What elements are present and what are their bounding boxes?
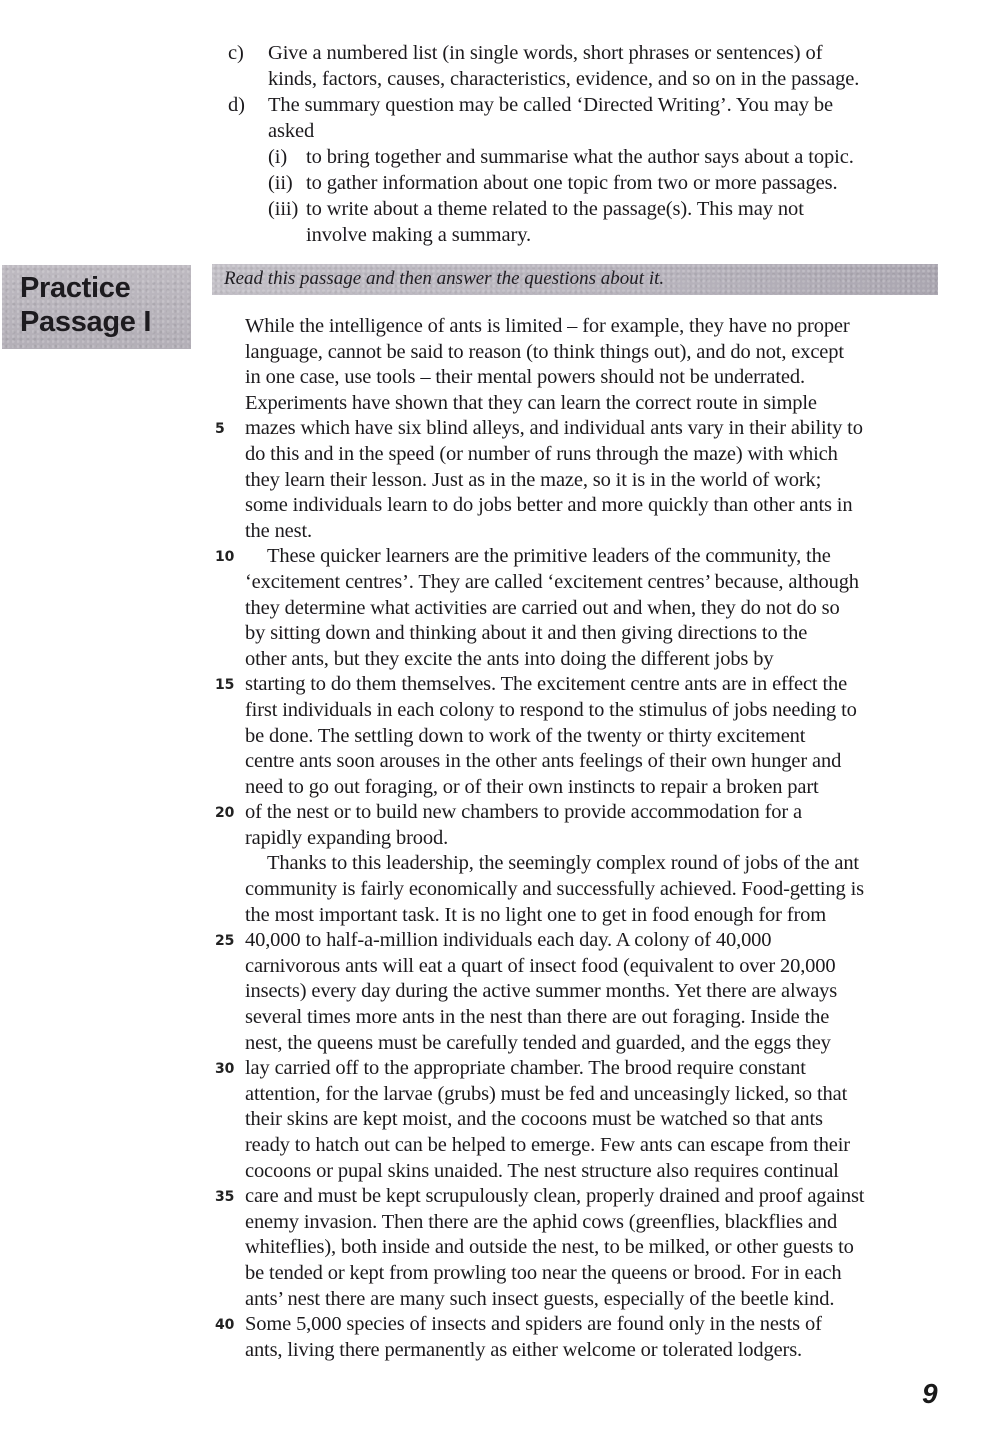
passage-line-text: first individuals in each colony to respond to the stimulus of jobs needing to: [245, 698, 857, 721]
instruction-line: kinds, factors, causes, characteristics, evidence, and so on in the passage.: [268, 68, 860, 90]
passage-line-text: language, cannot be said to reason (to think things out), and do not, except: [245, 340, 844, 363]
instruction-line: The summary question may be called ‘Directed Writing’. You may be: [268, 94, 834, 116]
passage-line-text: centre ants soon arouses in the other ants feelings of their own hunger and: [245, 750, 842, 773]
list-marker: d): [228, 94, 245, 116]
practice-label-line-2: Passage I: [20, 306, 152, 338]
line-number: 40: [215, 1317, 235, 1334]
passage-line: [245, 314, 950, 340]
passage-line-text: ready to hatch out can be helped to emerge. Few ants can escape from their: [245, 1134, 850, 1156]
passage-line: [215, 800, 950, 826]
passage-line: [245, 1082, 950, 1108]
passage-line-text: they determine what activities are carried out and when, they do not do so: [245, 596, 840, 619]
passage-line-text: the most important task. It is no light one to get in food enough for from: [245, 903, 827, 926]
passage-line: [245, 1031, 950, 1057]
sub-item-ii: [268, 170, 948, 196]
line-number: 30: [215, 1061, 235, 1078]
passage-line-text: ants’ nest there are many such insect guests, especially of the beetle kind.: [245, 1287, 835, 1310]
line-number: 25: [215, 933, 235, 950]
passage-line: [245, 1210, 950, 1236]
instruction-banner: [212, 264, 938, 295]
passage-line-text: do this and in the speed (or number of runs through the maze) with which: [245, 442, 838, 465]
passage-line: [245, 493, 950, 519]
instruction-list: [228, 40, 948, 248]
passage-line-text: Some 5,000 species of insects and spiders are found only in the nests of: [245, 1313, 822, 1336]
passage-line-text: in one case, use tools – their mental powers should not be underrated.: [245, 366, 805, 389]
sub-list: [268, 144, 948, 248]
passage-line-text: starting to do them themselves. The excitement centre ants are in effect the: [245, 673, 848, 696]
sub-item-line: to gather information about one topic from two or more passages.: [306, 172, 838, 194]
passage-line: [245, 468, 950, 494]
passage-line-text: ants, living there permanently as either welcome or tolerated lodgers.: [245, 1338, 803, 1361]
passage-line: [215, 1312, 950, 1338]
passage-line-text: Experiments have shown that they can learn the correct route in simple: [245, 391, 817, 414]
passage-line: [245, 442, 950, 468]
passage-line: [215, 672, 950, 698]
passage-line-text: the nest.: [245, 519, 312, 542]
passage-line: [245, 698, 950, 724]
instruction-item-c: [228, 40, 948, 92]
passage-body: [215, 314, 950, 1363]
passage-line: [245, 826, 950, 852]
passage-line: [245, 1159, 950, 1185]
instruction-item-d: [228, 92, 948, 248]
banner-text: Read this passage and then answer the questions about it.: [224, 268, 665, 289]
passage-line: [245, 391, 950, 417]
passage-line: [215, 928, 950, 954]
sub-item-line: to bring together and summarise what the author says about a topic.: [306, 146, 854, 168]
passage-line-text: lay carried off to the appropriate chamber. The brood require constant: [245, 1057, 806, 1080]
passage-line-text: carnivorous ants will eat a quart of insect food (equivalent to over 20,000: [245, 954, 836, 977]
passage-line: [245, 621, 950, 647]
passage-line-text: their skins are kept moist, and the cocoons must be watched so that ants: [245, 1108, 823, 1131]
passage-line-text: several times more ants in the nest than there are out foraging. Inside the: [245, 1006, 830, 1029]
passage-line: [215, 1184, 950, 1210]
passage-line-text: ‘excitement centres’. They are called ‘excitement centres’ because, although: [245, 570, 859, 593]
passage-line: [245, 570, 950, 596]
passage-line-text: whiteflies), both inside and outside the nest, to be milked, or other guests to: [245, 1236, 854, 1259]
passage-line-text: need to go out foraging, or of their own instincts to repair a broken part: [245, 775, 819, 798]
passage-line-text: These quicker learners are the primitive leaders of the community, the: [267, 545, 831, 568]
passage-line: [215, 544, 950, 570]
passage-line: [245, 596, 950, 622]
passage-line-text: insects) every day during the active summer months. Yet there are always: [245, 980, 838, 1003]
instruction-line: Give a numbered list (in single words, short phrases or sentences) of: [268, 42, 823, 64]
passage-line-text: While the intelligence of ants is limited – for example, they have no proper: [245, 315, 850, 337]
passage-line-text: care and must be kept scrupulously clean, properly drained and proof against: [245, 1185, 865, 1208]
passage-line: [215, 1056, 950, 1082]
passage-line-text: be tended or kept from prowling too near the queens or brood. For in each: [245, 1261, 842, 1284]
passage-line: [245, 519, 950, 545]
passage-line: [245, 954, 950, 980]
passage-line: [245, 365, 950, 391]
sub-item-line: to write about a theme related to the passage(s). This may not: [306, 198, 804, 220]
passage-line-text: nest, the queens must be carefully tended and guarded, and the eggs they: [245, 1031, 831, 1054]
passage-line-text: other ants, but they excite the ants into doing the different jobs by: [245, 647, 774, 670]
sub-list-marker: (ii): [268, 172, 293, 194]
passage-line: [245, 1261, 950, 1287]
page-number: 9: [922, 1378, 938, 1409]
passage-line: [245, 647, 950, 673]
line-number: 10: [215, 549, 235, 566]
passage-line-text: some individuals learn to do jobs better and more quickly than other ants in: [245, 494, 853, 517]
passage-line: [245, 1133, 950, 1159]
line-number: 5: [215, 421, 225, 438]
passage-line-text: rapidly expanding brood.: [245, 826, 449, 849]
passage-line: [245, 775, 950, 801]
line-number: 15: [215, 677, 235, 694]
practice-passage-label: [2, 265, 191, 349]
sub-item-i: [268, 144, 948, 170]
sub-item-line: involve making a summary.: [306, 224, 532, 246]
passage-line: [245, 1107, 950, 1133]
passage-line: [245, 1338, 950, 1364]
passage-line: [245, 749, 950, 775]
passage-line-text: cocoons or pupal skins unaided. The nest structure also requires continual: [245, 1159, 839, 1182]
passage-line: [245, 340, 950, 366]
passage-line-text: Thanks to this leadership, the seemingly complex round of jobs of the ant: [267, 852, 859, 875]
passage-line-text: be done. The settling down to work of the twenty or thirty excitement: [245, 724, 806, 747]
sub-list-marker: (iii): [268, 198, 299, 220]
passage-line: [245, 724, 950, 750]
passage-line-text: 40,000 to half-a-million individuals each day. A colony of 40,000: [245, 929, 772, 952]
passage-line: [215, 416, 950, 442]
passage-line: [245, 851, 950, 877]
instruction-line: asked: [268, 120, 315, 142]
sub-item-iii: [268, 196, 948, 248]
passage-line-text: attention, for the larvae (grubs) must be fed and unceasingly licked, so that: [245, 1082, 848, 1105]
passage-line-text: mazes which have six blind alleys, and individual ants vary in their ability to: [245, 417, 863, 440]
passage-line-text: community is fairly economically and successfully achieved. Food-getting is: [245, 878, 864, 901]
passage-line-text: enemy invasion. Then there are the aphid cows (greenflies, blackflies and: [245, 1210, 838, 1233]
passage-line: [245, 903, 950, 929]
sub-list-marker: (i): [268, 146, 288, 168]
passage-line: [245, 877, 950, 903]
line-number: 20: [215, 805, 235, 822]
passage-line-text: by sitting down and thinking about it and then giving directions to the: [245, 622, 808, 645]
line-number: 35: [215, 1189, 235, 1206]
passage-line: [245, 1005, 950, 1031]
passage-line: [245, 1235, 950, 1261]
passage-line-text: they learn their lesson. Just as in the maze, so it is in the world of work;: [245, 468, 822, 491]
list-marker: c): [228, 42, 244, 64]
passage-line: [245, 979, 950, 1005]
practice-label-line-1: Practice: [20, 272, 131, 304]
passage-line-text: of the nest or to build new chambers to provide accommodation for a: [245, 801, 802, 824]
passage-line: [245, 1287, 950, 1313]
